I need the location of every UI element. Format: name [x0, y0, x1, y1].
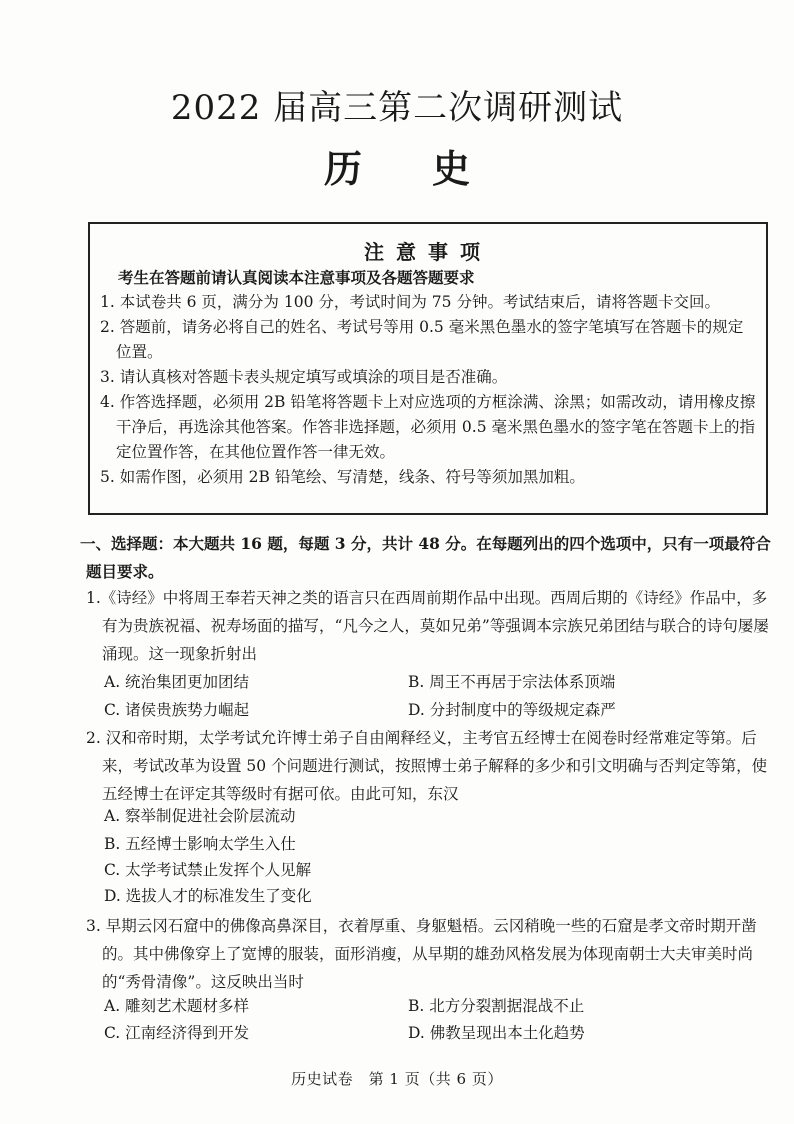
question-stem: 1.《诗经》中将周王奉若天神之类的语言只在西周前期作品中出现。西周后期的《诗经》作品中，多有为贵族祝福、祝寿场面的描写，“凡今之人，莫如兄弟”等强调本宗族兄弟团结与联合的诗句屡屡涌现。这一现象折射出: [86, 589, 769, 663]
question-stem: 2. 汉和帝时期，太学考试允许博士弟子自由阐释经义，主考官五经博士在阅卷时经常难定等第。后来，考试改革为设置 50 个问题进行测试，按照博士弟子解释的多少和引文明确与否判定等第，使五经博士在评定其等级时有据可依。由此可知，东汉: [86, 729, 768, 803]
notice-item: 4. 作答选择题，必须用 2B 铅笔将答题卡上对应选项的方框涂满、涂黑；如需改动，请用橡皮擦干净后，再选涂其他答案。作答非选择题，必须用 0.5 毫米黑色墨水的签字笔在答题卡上的指定位置作答，在其他位置作答一律无效。: [100, 393, 756, 461]
option-a: A. 察举制促进社会阶层流动: [104, 807, 296, 825]
subject-title: 历史: [323, 146, 540, 191]
notice-item: 5. 如需作图，必须用 2B 铅笔绘、写清楚，线条、符号等须加黑加粗。: [100, 468, 585, 486]
option-d: D. 佛教呈现出本土化趋势: [408, 1024, 585, 1042]
option-a: A. 雕刻艺术题材多样: [104, 997, 250, 1015]
section-heading: 一、选择题：本大题共 16 题，每题 3 分，共计 48 分。在每题列出的四个选项中，只有一项最符合题目要求。: [80, 534, 771, 581]
notice-box: [88, 222, 768, 515]
option-d: D. 分封制度中的等级规定森严: [408, 701, 616, 719]
notice-title: 注意事项: [364, 240, 492, 264]
option-c: C. 江南经济得到开发: [104, 1024, 250, 1042]
page-footer: 历史试卷 第 1 页（共 6 页）: [291, 1070, 503, 1088]
option-b: B. 周王不再居于宗法体系顶端: [408, 673, 616, 691]
exam-title: 2022 届高三第二次调研测试: [170, 88, 624, 128]
notice-item: 3. 请认真核对答题卡表头规定填写或填涂的项目是否准确。: [100, 368, 508, 386]
notice-subtitle: 考生在答题前请认真阅读本注意事项及各题答题要求: [118, 268, 475, 287]
notice-item: 1. 本试卷共 6 页，满分为 100 分，考试时间为 75 分钟。考试结束后，请将答题卡交回。: [100, 293, 720, 311]
question-stem: 3. 早期云冈石窟中的佛像高鼻深目，衣着厚重、身躯魁梧。云冈稍晚一些的石窟是孝文帝时期开凿的。其中佛像穿上了宽博的服装，面形消瘦，从早期的雄劲风格发展为体现南朝士大夫审美时尚的“秀骨清像”。这反映出当时: [86, 917, 757, 991]
option-b: B. 北方分裂割据混战不止: [408, 997, 585, 1015]
option-c: C. 太学考试禁止发挥个人见解: [104, 861, 312, 879]
option-b: B. 五经博士影响太学生入仕: [104, 835, 296, 853]
option-a: A. 统治集团更加团结: [104, 673, 250, 691]
option-d: D. 选拔人才的标准发生了变化: [104, 887, 312, 905]
notice-item: 2. 答题前，请务必将自己的姓名、考试号等用 0.5 毫米黑色墨水的签字笔填写在答题卡的规定位置。: [100, 318, 744, 361]
option-c: C. 诸侯贵族势力崛起: [104, 701, 250, 719]
